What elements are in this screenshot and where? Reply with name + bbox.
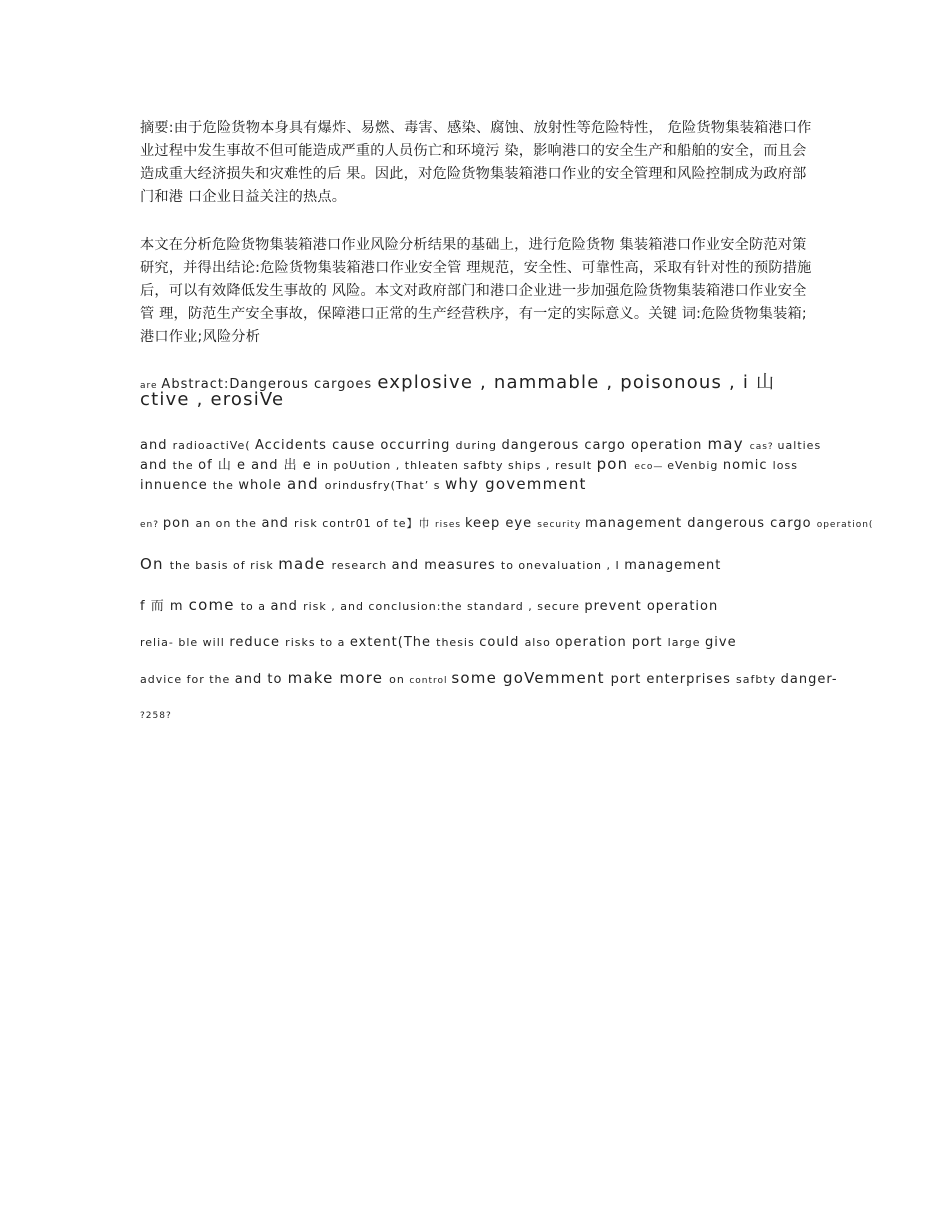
text-run: are (140, 381, 162, 391)
page-number: ?258? (140, 711, 172, 721)
english-line (140, 554, 830, 573)
text-run: control (409, 676, 452, 686)
english-line (140, 595, 830, 614)
text-run: of 山 e and 出 e (198, 458, 317, 473)
text-run: come (188, 596, 241, 614)
english-line (140, 668, 838, 687)
text-run: the (212, 479, 239, 492)
text-run: on (389, 673, 410, 686)
text-run: an on the (195, 517, 262, 530)
text-run: also (524, 636, 556, 649)
text-run: f 而 m (140, 599, 189, 614)
text-run: and (140, 458, 173, 473)
text-run: cas? (749, 442, 778, 452)
text-run: innuence (140, 478, 213, 493)
text-run: ctive , erosiVe (140, 389, 285, 410)
text-run: Abstract:Dangerous cargoes (161, 377, 378, 392)
text-run: why govemment (444, 475, 587, 493)
text-run: orindusfry(That’ s (324, 479, 445, 492)
text-run: security (537, 520, 586, 530)
chinese-body-paragraph (140, 234, 815, 349)
english-line (140, 454, 830, 473)
text-run: and (261, 516, 295, 531)
text-run: advice for the (140, 673, 235, 686)
text-run: management dangerous cargo (585, 516, 817, 531)
text-run: during (455, 439, 502, 452)
text-run: en? (140, 520, 163, 530)
text-run: ualties (777, 439, 822, 452)
text-run: thesis (436, 636, 480, 649)
text-run: to a (240, 600, 271, 613)
text-run: reduce (229, 635, 286, 650)
text-run: made (278, 555, 332, 573)
english-line (140, 434, 830, 453)
text-run: loss (772, 459, 798, 472)
text-run: risk , and conclusion:the standard , secure (303, 600, 585, 613)
text-run: some goVemment (451, 669, 611, 687)
text-run: risks to a (285, 636, 350, 649)
text-run: whole (238, 478, 287, 493)
text-run: operation port (555, 635, 668, 650)
text-run: the basis of risk (169, 559, 279, 572)
text-run: management (624, 558, 722, 573)
chinese-abstract-paragraph (140, 117, 815, 209)
text-run: may (707, 435, 750, 453)
chinese-abstract-text: 摘要:由于危险货物本身具有爆炸、易燃、毒害、感染、腐蚀、放射性等危险特性， 危险货物集装箱港口作业过程中发生事故不但可能造成严重的人员伤亡和环境污 染，影响港口的安全生产和船舶的安全，而且会造成重大经济损失和灾难性的后 果。因此，对危险货物集装箱港口作业的安全管理和风险控制成为政府部门和港 口企业日益关注的热点。 (140, 120, 812, 205)
text-run: operation( (816, 520, 874, 530)
text-run: and (287, 475, 325, 493)
text-run: research (331, 559, 392, 572)
text-run: keep eye (464, 516, 538, 531)
text-run: eVenbig (667, 459, 723, 472)
text-run: eco— (634, 462, 668, 472)
text-run: danger- (780, 672, 838, 687)
text-run: Accidents cause occurring (255, 438, 456, 453)
text-run: give (705, 635, 737, 650)
english-line (140, 512, 874, 531)
text-run: pon (162, 516, 196, 531)
text-run: in poUution , thIeaten safbty ships , result (316, 459, 597, 472)
text-run: and measures (391, 558, 501, 573)
text-run: radioactiVe( (172, 439, 256, 452)
text-run: nomic (722, 458, 773, 473)
text-run: extent(The (349, 635, 437, 650)
text-run: the (172, 459, 199, 472)
text-run: make more (287, 669, 390, 687)
text-run: and to (234, 672, 288, 687)
text-run: rises (434, 520, 465, 530)
chinese-body-text: 本文在分析危险货物集装箱港口作业风险分析结果的基础上，进行危险货物 集装箱港口作业安全防范对策研究，并得出结论:危险货物集装箱港口作业安全管 理规范，安全性、可靠性高，采取有针对性的预防措施后，可以有效降低发生事故的 风险。本文对政府部门和港口企业进一步加强危险货物集装箱港口作业安全管 理，防范生产安全事故，保障港口正常的生产经营秩序，有一定的实际意义。关键 词:危险货物集装箱;港口作业;风险分析 (140, 237, 812, 345)
text-run: relia- ble will (140, 636, 230, 649)
text-run: and (140, 438, 173, 453)
english-line (140, 474, 830, 493)
text-run: large (667, 636, 706, 649)
text-run: pon (596, 455, 635, 473)
text-run: prevent operation (584, 599, 719, 614)
text-run: On (140, 555, 170, 573)
english-line (140, 389, 830, 410)
text-run: and (270, 599, 304, 614)
text-run: port enterprises (610, 672, 736, 687)
text-run: to onevaluation , I (500, 559, 625, 572)
text-run: explosive , nammable , poisonous , i 山 (377, 372, 776, 393)
text-run: dangerous cargo operation (501, 438, 708, 453)
english-line (140, 631, 830, 650)
text-run: safbty (735, 673, 781, 686)
text-run: could (479, 635, 525, 650)
text-run: risk contr01 of te】巾 (294, 517, 435, 530)
